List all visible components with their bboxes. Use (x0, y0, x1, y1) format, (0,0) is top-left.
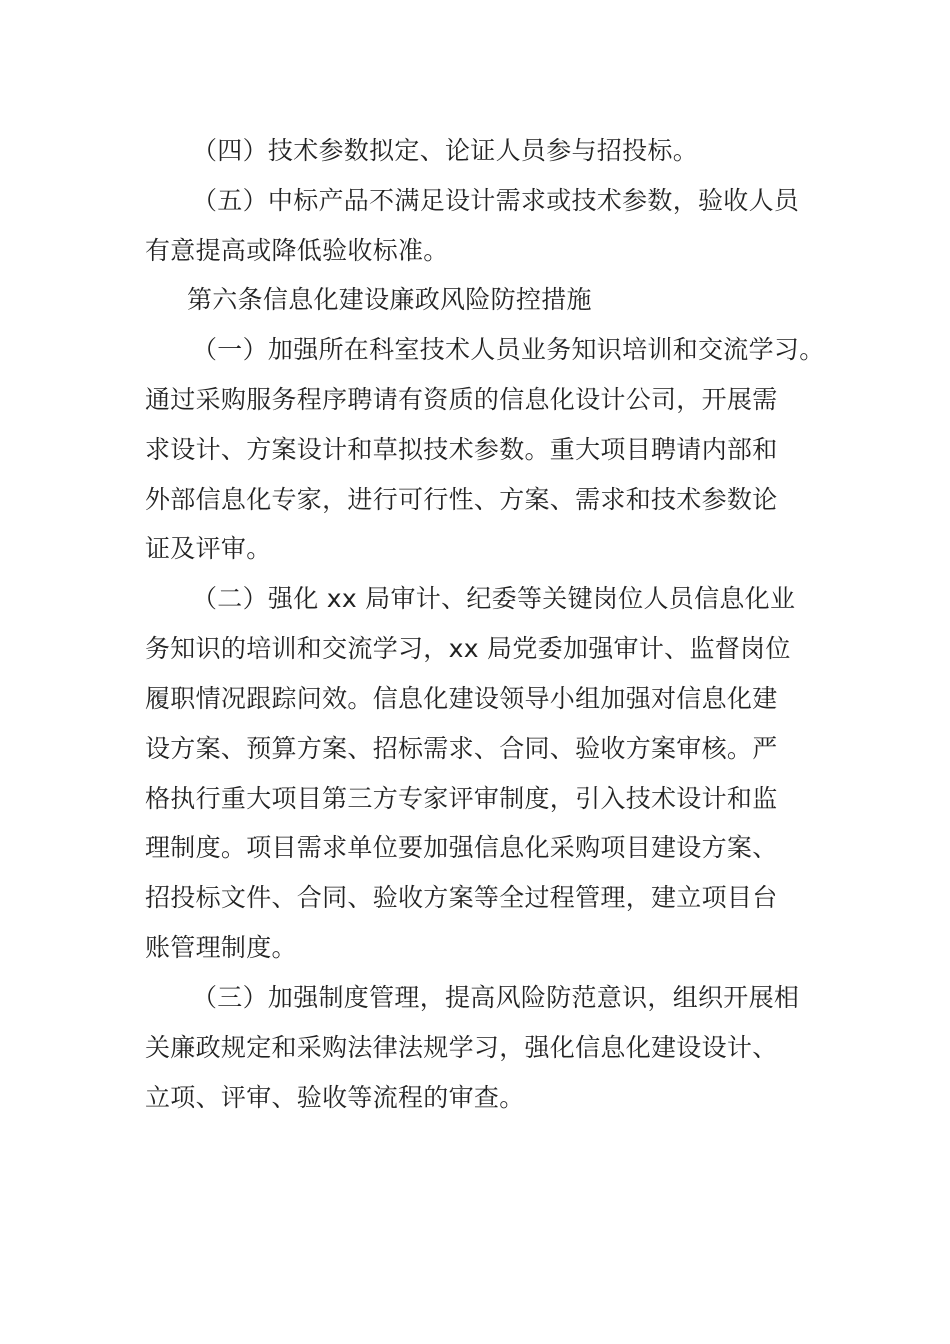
measure-3-line-2: 关廉政规定和采购法律法规学习，强化信息化建设设计、 (145, 1033, 778, 1062)
section-heading: 第六条信息化建设廉政风险防控措施 (187, 285, 592, 314)
measure-2-line-7: 招投标文件、合同、验收方案等全过程管理，建立项目台 (145, 883, 778, 912)
measure-1-line-3: 求设计、方案设计和草拟技术参数。重大项目聘请内部和 (145, 435, 778, 464)
measure-2-line-2: 务知识的培训和交流学习，xx 局党委加强审计、监督岗位 (145, 634, 791, 663)
measure-2-line-8: 账管理制度。 (145, 933, 297, 962)
measure-1-line-1: （一）加强所在科室技术人员业务知识培训和交流学习。 (192, 335, 825, 364)
measure-3-line-1: （三）加强制度管理，提高风险防范意识，组织开展相 (192, 983, 800, 1012)
measure-1-line-2: 通过采购服务程序聘请有资质的信息化设计公司，开展需 (145, 385, 778, 414)
measure-2-line-1: （二）强化 xx 局审计、纪委等关键岗位人员信息化业 (192, 584, 796, 613)
measure-2-line-5: 格执行重大项目第三方专家评审制度，引入技术设计和监 (145, 784, 778, 813)
measure-2-line-4: 设方案、预算方案、招标需求、合同、验收方案审核。严 (145, 734, 778, 763)
paragraph-5-line-2: 有意提高或降低验收标准。 (145, 236, 449, 265)
measure-1-line-5: 证及评审。 (145, 534, 272, 563)
measure-3-line-3: 立项、评审、验收等流程的审查。 (145, 1083, 525, 1112)
paragraph-4-line-1: （四）技术参数拟定、论证人员参与招投标。 (192, 136, 699, 165)
measure-2-line-3: 履职情况跟踪问效。信息化建设领导小组加强对信息化建 (145, 684, 778, 713)
paragraph-5-line-1: （五）中标产品不满足设计需求或技术参数，验收人员 (192, 186, 800, 215)
measure-1-line-4: 外部信息化专家，进行可行性、方案、需求和技术参数论 (145, 485, 778, 514)
measure-2-line-6: 理制度。项目需求单位要加强信息化采购项目建设方案、 (145, 833, 778, 862)
